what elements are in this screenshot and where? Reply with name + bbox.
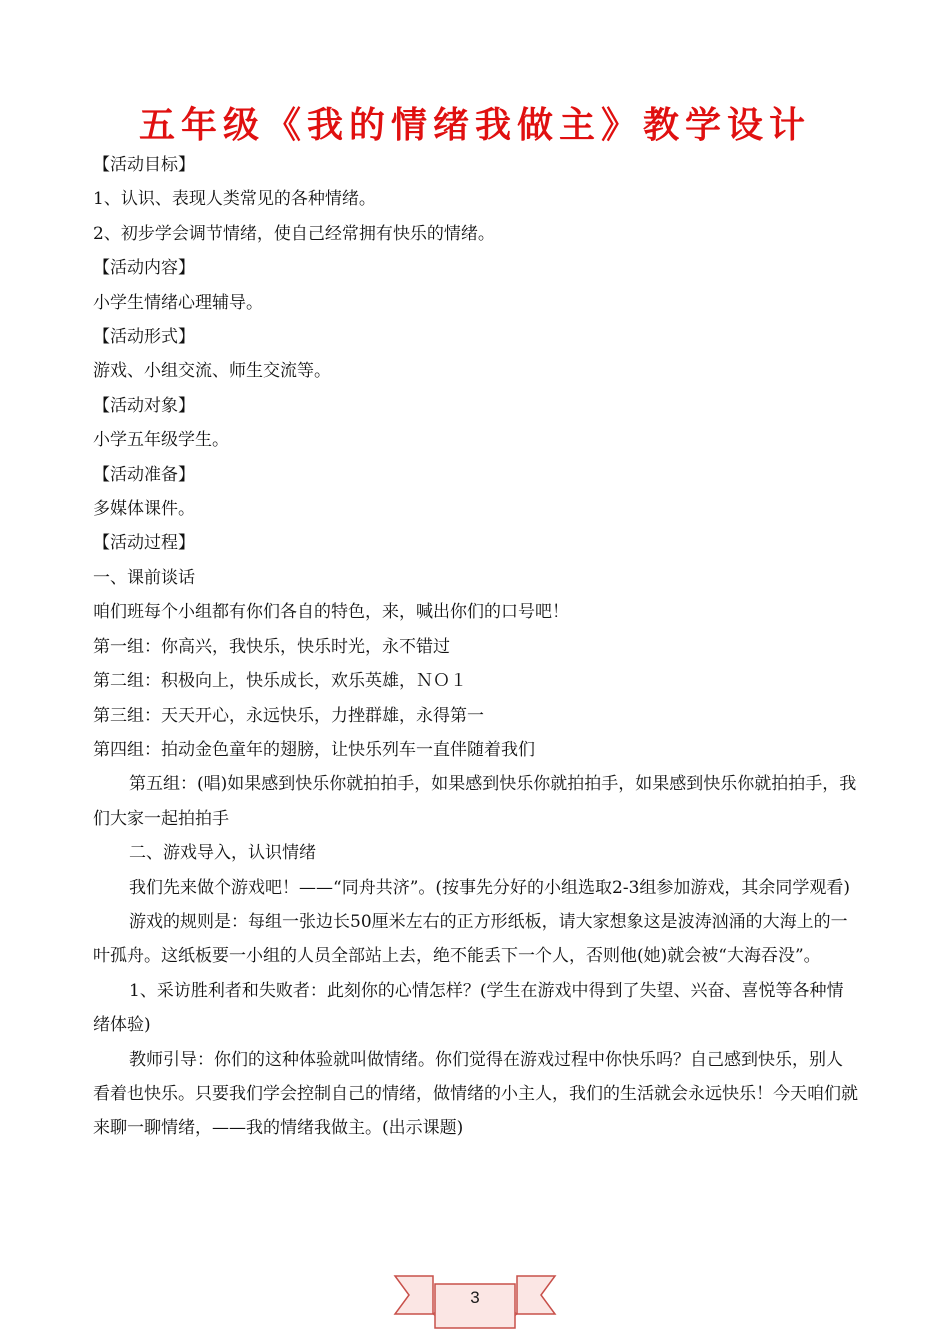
paragraph: 第五组：(唱)如果感到快乐你就拍拍手，如果感到快乐你就拍拍手，如果感到快乐你就拍拍手，我们大家一起拍拍手 [93,774,857,829]
paragraph: 2、初步学会调节情绪，使自己经常拥有快乐的情绪。 [93,223,495,244]
section-heading: 【活动形式】 [93,327,195,348]
section-heading: 【活动准备】 [93,464,195,485]
section-heading: 【活动对象】 [93,395,195,416]
page-number: 3 [470,1288,480,1307]
section-heading: 【活动目标】 [93,155,195,175]
paragraph: 多媒体课件。 [93,499,195,520]
page-number-ribbon [385,1262,565,1336]
paragraph: 小学生情绪心理辅导。 [93,292,263,313]
paragraph: 游戏的规则是：每组一张边长50厘米左右的正方形纸板，请大家想象这是波涛汹涌的大海上的一叶孤舟。这纸板要一小组的人员全部站上去，绝不能丢下一个人，否则他(她)就会被“大海吞没”。 [93,911,848,967]
paragraph: 我们先来做个游戏吧！——“同舟共济”。(按事先分好的小组选取2-3组参加游戏，其余同学观看) [129,877,851,898]
paragraph: 教师引导：你们的这种体验就叫做情绪。你们觉得在游戏过程中你快乐吗？自己感到快乐，别人看着也快乐。只要我们学会控制自己的情绪，做情绪的小主人，我们的生活就会永远快乐！今天咱们就来聊一聊情绪，——我的情绪我做主。(出示课题) [93,1049,858,1139]
paragraph: 第四组：拍动金色童年的翅膀，让快乐列车一直伴随着我们 [93,739,535,760]
paragraph: 游戏、小组交流、师生交流等。 [93,361,331,382]
paragraph: 一、课前谈话 [93,567,195,588]
paragraph: 小学五年级学生。 [93,430,229,451]
paragraph: 第二组：积极向上，快乐成长，欢乐英雄，ＮＯ１ [93,671,467,692]
paragraph: 二、游戏导入，认识情绪 [129,843,316,864]
document-body [93,148,859,1146]
paragraph: 第一组：你高兴，我快乐，快乐时光，永不错过 [93,636,450,657]
paragraph: 咱们班每个小组都有你们各自的特色，来，喊出你们的口号吧！ [93,602,569,623]
paragraph: 第三组：天天开心，永远快乐，力挫群雄，永得第一 [93,705,484,726]
paragraph: 1、采访胜利者和失败者：此刻你的心情怎样？(学生在游戏中得到了失望、兴奋、喜悦等各种情绪体验) [93,980,844,1036]
document-title: 五年级《我的情绪我做主》教学设计 [138,105,811,146]
paragraph: 1、认识、表现人类常见的各种情绪。 [93,189,376,210]
section-heading: 【活动内容】 [93,258,195,279]
section-heading: 【活动过程】 [93,533,195,554]
